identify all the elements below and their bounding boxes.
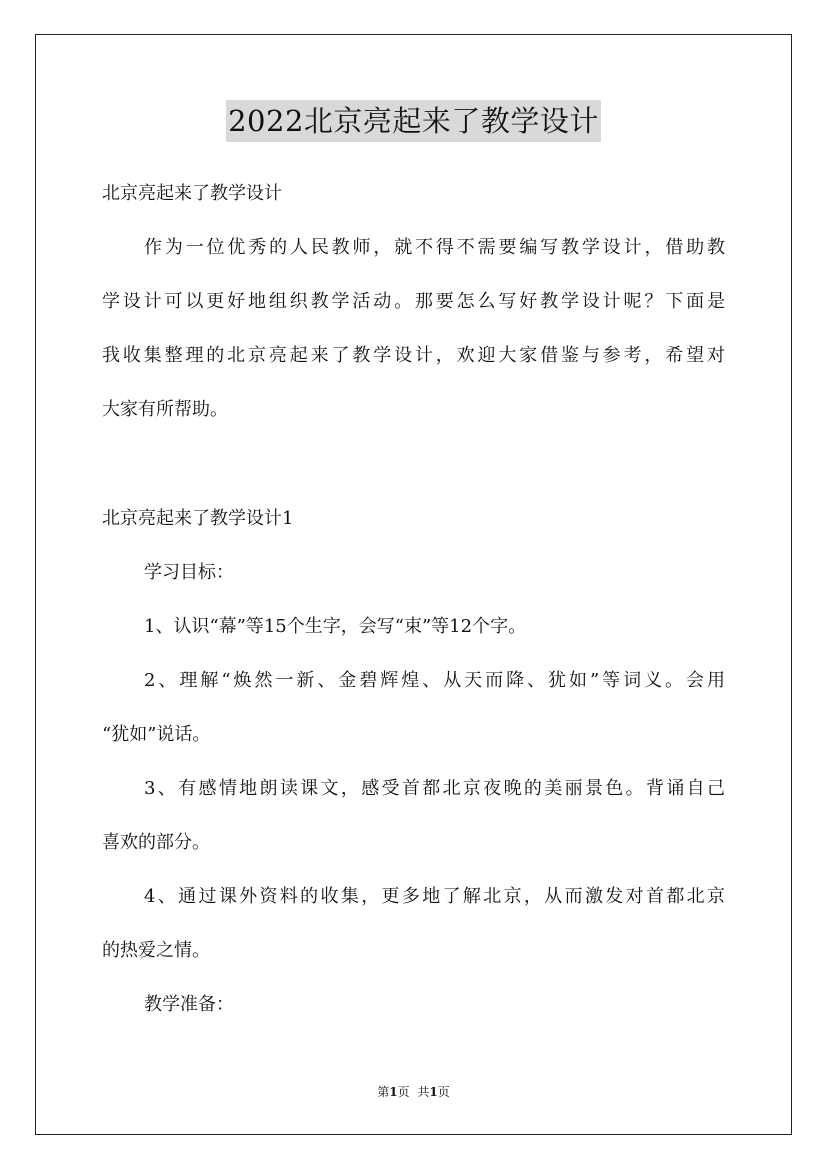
section-heading: 北京亮起来了教学设计 bbox=[102, 183, 282, 204]
paragraph-line: 学设计可以更好地组织教学活动。那要怎么写好教学设计呢？下面是 bbox=[102, 291, 725, 312]
footer-total-prefix: 共 bbox=[417, 1085, 430, 1099]
list-item-continuation: 喜欢的部分。 bbox=[102, 832, 210, 853]
section-heading: 北京亮起来了教学设计1 bbox=[102, 508, 294, 529]
subheading: 学习目标： bbox=[144, 562, 234, 583]
subheading: 教学准备： bbox=[144, 994, 234, 1015]
title-container bbox=[0, 100, 827, 142]
document-title: 2022北京亮起来了教学设计 bbox=[226, 100, 601, 142]
list-item: 2、理解“焕然一新、金碧辉煌、从天而降、犹如”等词义。会用 bbox=[144, 670, 725, 691]
list-item: 3、有感情地朗读课文，感受首都北京夜晚的美丽景色。背诵自己 bbox=[144, 778, 725, 799]
paragraph-line: 作为一位优秀的人民教师，就不得不需要编写教学设计，借助教 bbox=[144, 237, 725, 258]
footer-total-suffix: 页 bbox=[437, 1085, 450, 1099]
footer-page-total: 1 bbox=[429, 1085, 438, 1099]
list-item: 1、认识“幕”等15个生字，会写“束”等12个字。 bbox=[144, 616, 527, 637]
list-item-continuation: 的热爱之情。 bbox=[102, 940, 210, 961]
paragraph-line: 我收集整理的北京亮起来了教学设计，欢迎大家借鉴与参考，希望对 bbox=[102, 345, 725, 366]
footer-page-prefix: 第 bbox=[377, 1085, 390, 1099]
page-footer bbox=[0, 1084, 827, 1100]
footer-page-current: 1 bbox=[389, 1085, 398, 1099]
list-item-continuation: “犹如”说话。 bbox=[102, 724, 211, 745]
list-item: 4、通过课外资料的收集，更多地了解北京，从而激发对首都北京 bbox=[144, 886, 725, 907]
footer-page-suffix: 页 bbox=[397, 1085, 410, 1099]
paragraph-line: 大家有所帮助。 bbox=[102, 399, 228, 420]
